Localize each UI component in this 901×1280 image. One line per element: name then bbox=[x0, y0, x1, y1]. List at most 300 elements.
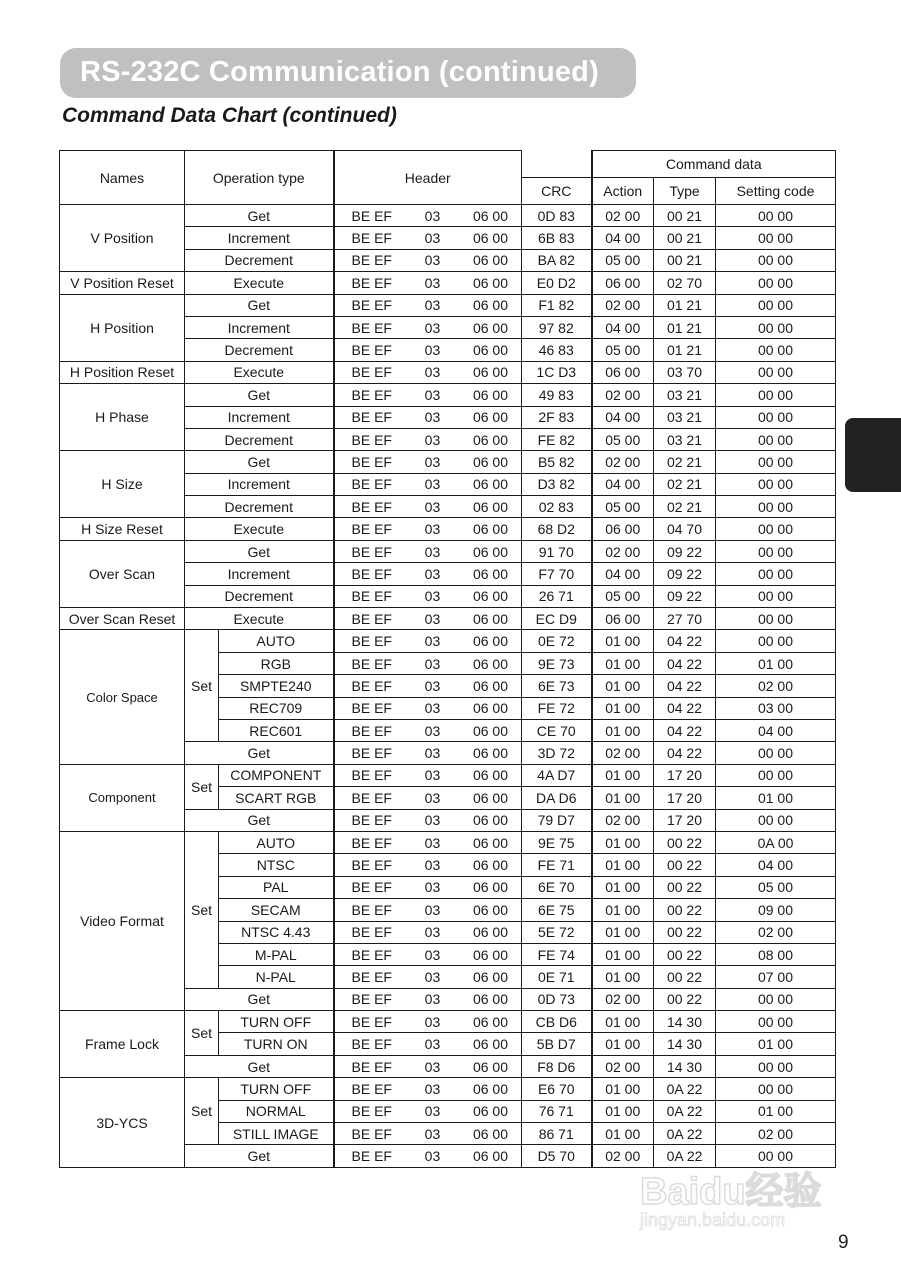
operation-cell: SCART RGB bbox=[219, 787, 334, 809]
header-byte-h1: BE EF bbox=[351, 342, 392, 359]
header-byte-h2: 03 bbox=[424, 274, 441, 291]
header-bytes-cell bbox=[334, 294, 522, 316]
operation-cell: Get bbox=[185, 809, 334, 831]
operation-cell: Execute bbox=[185, 361, 334, 383]
crc-cell: FE 71 bbox=[522, 854, 592, 876]
operation-cell: AUTO bbox=[219, 630, 334, 652]
header-byte-h2: 03 bbox=[424, 1125, 441, 1142]
header-byte-h2: 03 bbox=[424, 789, 441, 806]
crc-cell: F7 70 bbox=[522, 563, 592, 585]
setting-code-cell: 00 00 bbox=[716, 630, 836, 652]
header-bytes bbox=[335, 723, 522, 739]
header-byte-h1: BE EF bbox=[351, 409, 392, 426]
action-cell: 02 00 bbox=[592, 205, 654, 227]
header-bytes-cell bbox=[334, 1078, 522, 1100]
action-cell: 02 00 bbox=[592, 1055, 654, 1077]
header-byte-h2: 03 bbox=[424, 230, 441, 247]
header-byte-h2: 03 bbox=[424, 700, 441, 717]
setting-code-cell: 04 00 bbox=[716, 854, 836, 876]
function-name-cell: Over Scan bbox=[60, 540, 185, 607]
header-byte-h2: 03 bbox=[424, 745, 441, 762]
header-byte-h3: 06 00 bbox=[472, 297, 508, 314]
type-cell: 09 22 bbox=[654, 540, 716, 562]
type-cell: 0A 22 bbox=[654, 1145, 716, 1167]
type-cell: 0A 22 bbox=[654, 1123, 716, 1145]
header-byte-h1: BE EF bbox=[351, 1036, 392, 1053]
setting-code-cell: 00 00 bbox=[716, 518, 836, 540]
header-bytes bbox=[335, 812, 522, 828]
setting-code-cell: 00 00 bbox=[716, 608, 836, 630]
function-name-cell: H Phase bbox=[60, 384, 185, 451]
header-bytes bbox=[335, 611, 522, 627]
header-byte-h2: 03 bbox=[424, 924, 441, 941]
operation-cell: Decrement bbox=[185, 249, 334, 271]
action-cell: 06 00 bbox=[592, 608, 654, 630]
table-row bbox=[60, 764, 836, 786]
header-byte-h2: 03 bbox=[424, 588, 441, 605]
type-cell: 17 20 bbox=[654, 809, 716, 831]
header-bytes bbox=[335, 297, 522, 313]
action-cell: 04 00 bbox=[592, 316, 654, 338]
header-byte-h3: 06 00 bbox=[472, 521, 508, 538]
header-byte-h1: BE EF bbox=[351, 565, 392, 582]
crc-cell: 1C D3 bbox=[522, 361, 592, 383]
crc-cell: 4A D7 bbox=[522, 764, 592, 786]
header-bytes-cell bbox=[334, 428, 522, 450]
operation-cell: Get bbox=[185, 384, 334, 406]
type-cell: 03 21 bbox=[654, 406, 716, 428]
header-byte-h1: BE EF bbox=[351, 968, 392, 985]
function-name-cell: Over Scan Reset bbox=[60, 608, 185, 630]
action-cell: 02 00 bbox=[592, 1145, 654, 1167]
header-byte-h1: BE EF bbox=[351, 498, 392, 515]
header-byte-h3: 06 00 bbox=[472, 230, 508, 247]
header-byte-h3: 06 00 bbox=[472, 991, 508, 1008]
setting-code-cell: 00 00 bbox=[716, 764, 836, 786]
header-bytes-cell bbox=[334, 697, 522, 719]
crc-cell: 26 71 bbox=[522, 585, 592, 607]
setting-code-cell: 00 00 bbox=[716, 809, 836, 831]
operation-cell: REC601 bbox=[219, 719, 334, 741]
header-bytes bbox=[335, 1081, 522, 1097]
header-byte-h1: BE EF bbox=[351, 789, 392, 806]
header-bytes-cell bbox=[334, 316, 522, 338]
operation-cell: TURN OFF bbox=[219, 1011, 334, 1033]
action-cell: 01 00 bbox=[592, 1078, 654, 1100]
header-bytes-cell bbox=[334, 451, 522, 473]
header-byte-h3: 06 00 bbox=[472, 857, 508, 874]
action-cell: 02 00 bbox=[592, 384, 654, 406]
header-byte-h1: BE EF bbox=[351, 1013, 392, 1030]
crc-cell: 49 83 bbox=[522, 384, 592, 406]
setting-code-cell: 00 00 bbox=[716, 205, 836, 227]
header-bytes-cell bbox=[334, 630, 522, 652]
crc-cell: 79 D7 bbox=[522, 809, 592, 831]
header-byte-h2: 03 bbox=[424, 1148, 441, 1165]
header-byte-h2: 03 bbox=[424, 386, 441, 403]
header-bytes-cell bbox=[334, 473, 522, 495]
header-bytes bbox=[335, 320, 522, 336]
header-bytes-cell bbox=[334, 787, 522, 809]
header-byte-h1: BE EF bbox=[351, 1148, 392, 1165]
header-byte-h2: 03 bbox=[424, 879, 441, 896]
crc-cell: F8 D6 bbox=[522, 1055, 592, 1077]
setting-code-cell: 09 00 bbox=[716, 899, 836, 921]
action-cell: 05 00 bbox=[592, 585, 654, 607]
crc-cell: 6E 70 bbox=[522, 876, 592, 898]
chapter-tab bbox=[845, 418, 901, 492]
setting-code-cell: 00 00 bbox=[716, 406, 836, 428]
header-byte-h3: 06 00 bbox=[472, 409, 508, 426]
action-cell: 01 00 bbox=[592, 876, 654, 898]
crc-cell: 3D 72 bbox=[522, 742, 592, 764]
setting-code-cell: 00 00 bbox=[716, 428, 836, 450]
setting-code-cell: 00 00 bbox=[716, 1145, 836, 1167]
table-row bbox=[60, 205, 836, 227]
header-bytes bbox=[335, 252, 522, 268]
type-cell: 14 30 bbox=[654, 1011, 716, 1033]
header-byte-h1: BE EF bbox=[351, 722, 392, 739]
header-bytes-cell bbox=[334, 876, 522, 898]
table-row bbox=[60, 540, 836, 562]
header-byte-h2: 03 bbox=[424, 476, 441, 493]
set-label-cell: Set bbox=[185, 630, 219, 742]
setting-code-cell: 00 00 bbox=[716, 563, 836, 585]
header-byte-h3: 06 00 bbox=[472, 386, 508, 403]
table-row bbox=[60, 831, 836, 853]
header-bytes bbox=[335, 857, 522, 873]
action-cell: 01 00 bbox=[592, 921, 654, 943]
header-byte-h3: 06 00 bbox=[472, 1103, 508, 1120]
header-bytes bbox=[335, 544, 522, 560]
header-bytes-cell bbox=[334, 921, 522, 943]
crc-cell: FE 74 bbox=[522, 943, 592, 965]
action-cell: 05 00 bbox=[592, 249, 654, 271]
set-label-cell: Set bbox=[185, 1011, 219, 1056]
header-byte-h2: 03 bbox=[424, 431, 441, 448]
type-cell: 03 70 bbox=[654, 361, 716, 383]
action-cell: 02 00 bbox=[592, 742, 654, 764]
header-byte-h1: BE EF bbox=[351, 1103, 392, 1120]
action-cell: 04 00 bbox=[592, 563, 654, 585]
operation-cell: REC709 bbox=[219, 697, 334, 719]
header-bytes bbox=[335, 835, 522, 851]
header-byte-h1: BE EF bbox=[351, 476, 392, 493]
header-byte-h2: 03 bbox=[424, 565, 441, 582]
header-bytes bbox=[335, 588, 522, 604]
header-byte-h1: BE EF bbox=[351, 745, 392, 762]
action-cell: 05 00 bbox=[592, 496, 654, 518]
operation-cell: Get bbox=[185, 742, 334, 764]
action-cell: 01 00 bbox=[592, 630, 654, 652]
header-bytes-cell bbox=[334, 1123, 522, 1145]
header-bytes bbox=[335, 454, 522, 470]
function-name-cell: H Size bbox=[60, 451, 185, 518]
table-row bbox=[60, 384, 836, 406]
header-byte-h1: BE EF bbox=[351, 610, 392, 627]
setting-code-cell: 04 00 bbox=[716, 719, 836, 741]
header-header: Header bbox=[334, 151, 522, 205]
header-bytes-cell bbox=[334, 742, 522, 764]
header-byte-h1: BE EF bbox=[351, 1058, 392, 1075]
type-cell: 00 22 bbox=[654, 966, 716, 988]
operation-cell: Execute bbox=[185, 518, 334, 540]
operation-cell: AUTO bbox=[219, 831, 334, 853]
header-byte-h1: BE EF bbox=[351, 901, 392, 918]
header-byte-h3: 06 00 bbox=[472, 252, 508, 269]
header-byte-h2: 03 bbox=[424, 857, 441, 874]
header-bytes-cell bbox=[334, 854, 522, 876]
type-cell: 00 22 bbox=[654, 899, 716, 921]
header-byte-h1: BE EF bbox=[351, 1080, 392, 1097]
header-byte-h2: 03 bbox=[424, 812, 441, 829]
header-byte-h1: BE EF bbox=[351, 364, 392, 381]
header-byte-h2: 03 bbox=[424, 834, 441, 851]
type-cell: 03 21 bbox=[654, 384, 716, 406]
header-bytes bbox=[335, 790, 522, 806]
header-command-data: Command data bbox=[592, 151, 836, 178]
type-cell: 01 21 bbox=[654, 316, 716, 338]
action-cell: 01 00 bbox=[592, 966, 654, 988]
header-bytes-cell bbox=[334, 1011, 522, 1033]
setting-code-cell: 00 00 bbox=[716, 496, 836, 518]
header-byte-h3: 06 00 bbox=[472, 364, 508, 381]
type-cell: 00 22 bbox=[654, 876, 716, 898]
function-name-cell: V Position Reset bbox=[60, 272, 185, 294]
set-label-cell: Set bbox=[185, 764, 219, 809]
header-bytes-cell bbox=[334, 518, 522, 540]
header-byte-h1: BE EF bbox=[351, 812, 392, 829]
type-cell: 00 22 bbox=[654, 943, 716, 965]
action-cell: 05 00 bbox=[592, 428, 654, 450]
type-cell: 17 20 bbox=[654, 764, 716, 786]
operation-cell: SECAM bbox=[219, 899, 334, 921]
action-cell: 01 00 bbox=[592, 1123, 654, 1145]
operation-cell: Increment bbox=[185, 406, 334, 428]
setting-code-cell: 02 00 bbox=[716, 921, 836, 943]
header-byte-h3: 06 00 bbox=[472, 968, 508, 985]
operation-cell: Decrement bbox=[185, 585, 334, 607]
header-byte-h1: BE EF bbox=[351, 386, 392, 403]
crc-cell: FE 72 bbox=[522, 697, 592, 719]
header-bytes bbox=[335, 1103, 522, 1119]
operation-cell: Get bbox=[185, 1055, 334, 1077]
operation-cell: RGB bbox=[219, 652, 334, 674]
type-cell: 0A 22 bbox=[654, 1100, 716, 1122]
operation-cell: TURN OFF bbox=[219, 1078, 334, 1100]
header-byte-h1: BE EF bbox=[351, 879, 392, 896]
setting-code-cell: 07 00 bbox=[716, 966, 836, 988]
type-cell: 01 21 bbox=[654, 294, 716, 316]
setting-code-cell: 00 00 bbox=[716, 1055, 836, 1077]
watermark-url: jingyan.baidu.com bbox=[640, 1210, 786, 1230]
action-cell: 04 00 bbox=[592, 406, 654, 428]
function-name-cell: Color Space bbox=[60, 630, 185, 764]
type-cell: 0A 22 bbox=[654, 1078, 716, 1100]
header-names: Names bbox=[60, 151, 185, 205]
operation-cell: NTSC 4.43 bbox=[219, 921, 334, 943]
header-byte-h3: 06 00 bbox=[472, 924, 508, 941]
crc-cell: CB D6 bbox=[522, 1011, 592, 1033]
function-name-cell: H Position bbox=[60, 294, 185, 361]
header-bytes bbox=[335, 656, 522, 672]
header-bytes-cell bbox=[334, 585, 522, 607]
operation-cell: Get bbox=[185, 1145, 334, 1167]
header-byte-h3: 06 00 bbox=[472, 453, 508, 470]
crc-cell: 6B 83 bbox=[522, 227, 592, 249]
operation-cell: Execute bbox=[185, 272, 334, 294]
crc-cell: 5E 72 bbox=[522, 921, 592, 943]
header-byte-h3: 06 00 bbox=[472, 722, 508, 739]
header-byte-h1: BE EF bbox=[351, 230, 392, 247]
section-subtitle: Command Data Chart (continued) bbox=[62, 104, 397, 127]
header-byte-h3: 06 00 bbox=[472, 319, 508, 336]
setting-code-cell: 00 00 bbox=[716, 249, 836, 271]
header-byte-h1: BE EF bbox=[351, 834, 392, 851]
type-cell: 17 20 bbox=[654, 787, 716, 809]
table-row bbox=[60, 451, 836, 473]
header-bytes-cell bbox=[334, 1055, 522, 1077]
type-cell: 00 22 bbox=[654, 921, 716, 943]
setting-code-cell: 01 00 bbox=[716, 1100, 836, 1122]
header-byte-h1: BE EF bbox=[351, 991, 392, 1008]
header-byte-h3: 06 00 bbox=[472, 207, 508, 224]
header-byte-h2: 03 bbox=[424, 722, 441, 739]
function-name-cell: 3D-YCS bbox=[60, 1078, 185, 1168]
action-cell: 04 00 bbox=[592, 227, 654, 249]
set-label-cell: Set bbox=[185, 1078, 219, 1145]
header-bytes bbox=[335, 745, 522, 761]
crc-cell: 76 71 bbox=[522, 1100, 592, 1122]
header-bytes-cell bbox=[334, 227, 522, 249]
header-byte-h3: 06 00 bbox=[472, 677, 508, 694]
crc-cell: DA D6 bbox=[522, 787, 592, 809]
header-byte-h2: 03 bbox=[424, 946, 441, 963]
header-byte-h2: 03 bbox=[424, 409, 441, 426]
header-bytes bbox=[335, 633, 522, 649]
watermark-logo-text: Baidu经验 bbox=[640, 1171, 822, 1213]
crc-cell: 68 D2 bbox=[522, 518, 592, 540]
type-cell: 03 21 bbox=[654, 428, 716, 450]
header-byte-h3: 06 00 bbox=[472, 498, 508, 515]
header-byte-h3: 06 00 bbox=[472, 812, 508, 829]
setting-code-cell: 00 00 bbox=[716, 585, 836, 607]
set-label-cell: Set bbox=[185, 831, 219, 988]
type-cell: 00 21 bbox=[654, 249, 716, 271]
setting-code-cell: 01 00 bbox=[716, 1033, 836, 1055]
crc-cell: 0E 72 bbox=[522, 630, 592, 652]
setting-code-cell: 01 00 bbox=[716, 787, 836, 809]
setting-code-cell: 00 00 bbox=[716, 451, 836, 473]
header-bytes-cell bbox=[334, 831, 522, 853]
action-cell: 01 00 bbox=[592, 697, 654, 719]
type-cell: 09 22 bbox=[654, 563, 716, 585]
header-byte-h3: 06 00 bbox=[472, 767, 508, 784]
crc-cell: FE 82 bbox=[522, 428, 592, 450]
operation-cell: STILL IMAGE bbox=[219, 1123, 334, 1145]
table-row bbox=[60, 361, 836, 383]
header-operation-type: Operation type bbox=[185, 151, 334, 205]
header-byte-h3: 06 00 bbox=[472, 745, 508, 762]
operation-cell: Get bbox=[185, 205, 334, 227]
header-bytes-cell bbox=[334, 719, 522, 741]
setting-code-cell: 00 00 bbox=[716, 742, 836, 764]
header-byte-h3: 06 00 bbox=[472, 588, 508, 605]
header-byte-h1: BE EF bbox=[351, 207, 392, 224]
action-cell: 05 00 bbox=[592, 339, 654, 361]
header-bytes-cell bbox=[334, 1100, 522, 1122]
type-cell: 14 30 bbox=[654, 1055, 716, 1077]
header-bytes bbox=[335, 902, 522, 918]
function-name-cell: H Size Reset bbox=[60, 518, 185, 540]
crc-cell: EC D9 bbox=[522, 608, 592, 630]
action-cell: 01 00 bbox=[592, 854, 654, 876]
action-cell: 01 00 bbox=[592, 652, 654, 674]
crc-cell: 97 82 bbox=[522, 316, 592, 338]
action-cell: 02 00 bbox=[592, 294, 654, 316]
setting-code-cell: 00 00 bbox=[716, 384, 836, 406]
header-bytes bbox=[335, 969, 522, 985]
header-byte-h2: 03 bbox=[424, 655, 441, 672]
type-cell: 02 70 bbox=[654, 272, 716, 294]
header-byte-h2: 03 bbox=[424, 767, 441, 784]
page-number: 9 bbox=[838, 1232, 849, 1253]
header-byte-h3: 06 00 bbox=[472, 633, 508, 650]
header-byte-h2: 03 bbox=[424, 252, 441, 269]
action-cell: 01 00 bbox=[592, 787, 654, 809]
header-byte-h3: 06 00 bbox=[472, 1125, 508, 1142]
type-cell: 04 22 bbox=[654, 719, 716, 741]
header-bytes bbox=[335, 275, 522, 291]
setting-code-cell: 00 00 bbox=[716, 294, 836, 316]
type-cell: 04 22 bbox=[654, 675, 716, 697]
action-cell: 01 00 bbox=[592, 1100, 654, 1122]
type-cell: 14 30 bbox=[654, 1033, 716, 1055]
header-byte-h1: BE EF bbox=[351, 946, 392, 963]
header-bytes bbox=[335, 678, 522, 694]
header-bytes-cell bbox=[334, 205, 522, 227]
operation-cell: Increment bbox=[185, 316, 334, 338]
operation-cell: Get bbox=[185, 988, 334, 1010]
header-bytes bbox=[335, 1014, 522, 1030]
type-cell: 04 22 bbox=[654, 652, 716, 674]
operation-cell: Increment bbox=[185, 563, 334, 585]
header-bytes-cell bbox=[334, 384, 522, 406]
action-cell: 02 00 bbox=[592, 540, 654, 562]
header-byte-h2: 03 bbox=[424, 633, 441, 650]
operation-cell: COMPONENT bbox=[219, 764, 334, 786]
header-bytes-cell bbox=[334, 1033, 522, 1055]
header-bytes bbox=[335, 700, 522, 716]
setting-code-cell: 00 00 bbox=[716, 1078, 836, 1100]
operation-cell: Decrement bbox=[185, 428, 334, 450]
operation-cell: Execute bbox=[185, 608, 334, 630]
header-bytes-cell bbox=[334, 339, 522, 361]
header-bytes-cell bbox=[334, 675, 522, 697]
action-cell: 01 00 bbox=[592, 719, 654, 741]
crc-cell: CE 70 bbox=[522, 719, 592, 741]
type-cell: 01 21 bbox=[654, 339, 716, 361]
header-bytes-cell bbox=[334, 764, 522, 786]
header-byte-h3: 06 00 bbox=[472, 834, 508, 851]
header-byte-h2: 03 bbox=[424, 1103, 441, 1120]
header-byte-h1: BE EF bbox=[351, 431, 392, 448]
setting-code-cell: 0A 00 bbox=[716, 831, 836, 853]
action-cell: 01 00 bbox=[592, 899, 654, 921]
setting-code-cell: 02 00 bbox=[716, 675, 836, 697]
header-byte-h3: 06 00 bbox=[472, 610, 508, 627]
crc-cell: 0E 71 bbox=[522, 966, 592, 988]
